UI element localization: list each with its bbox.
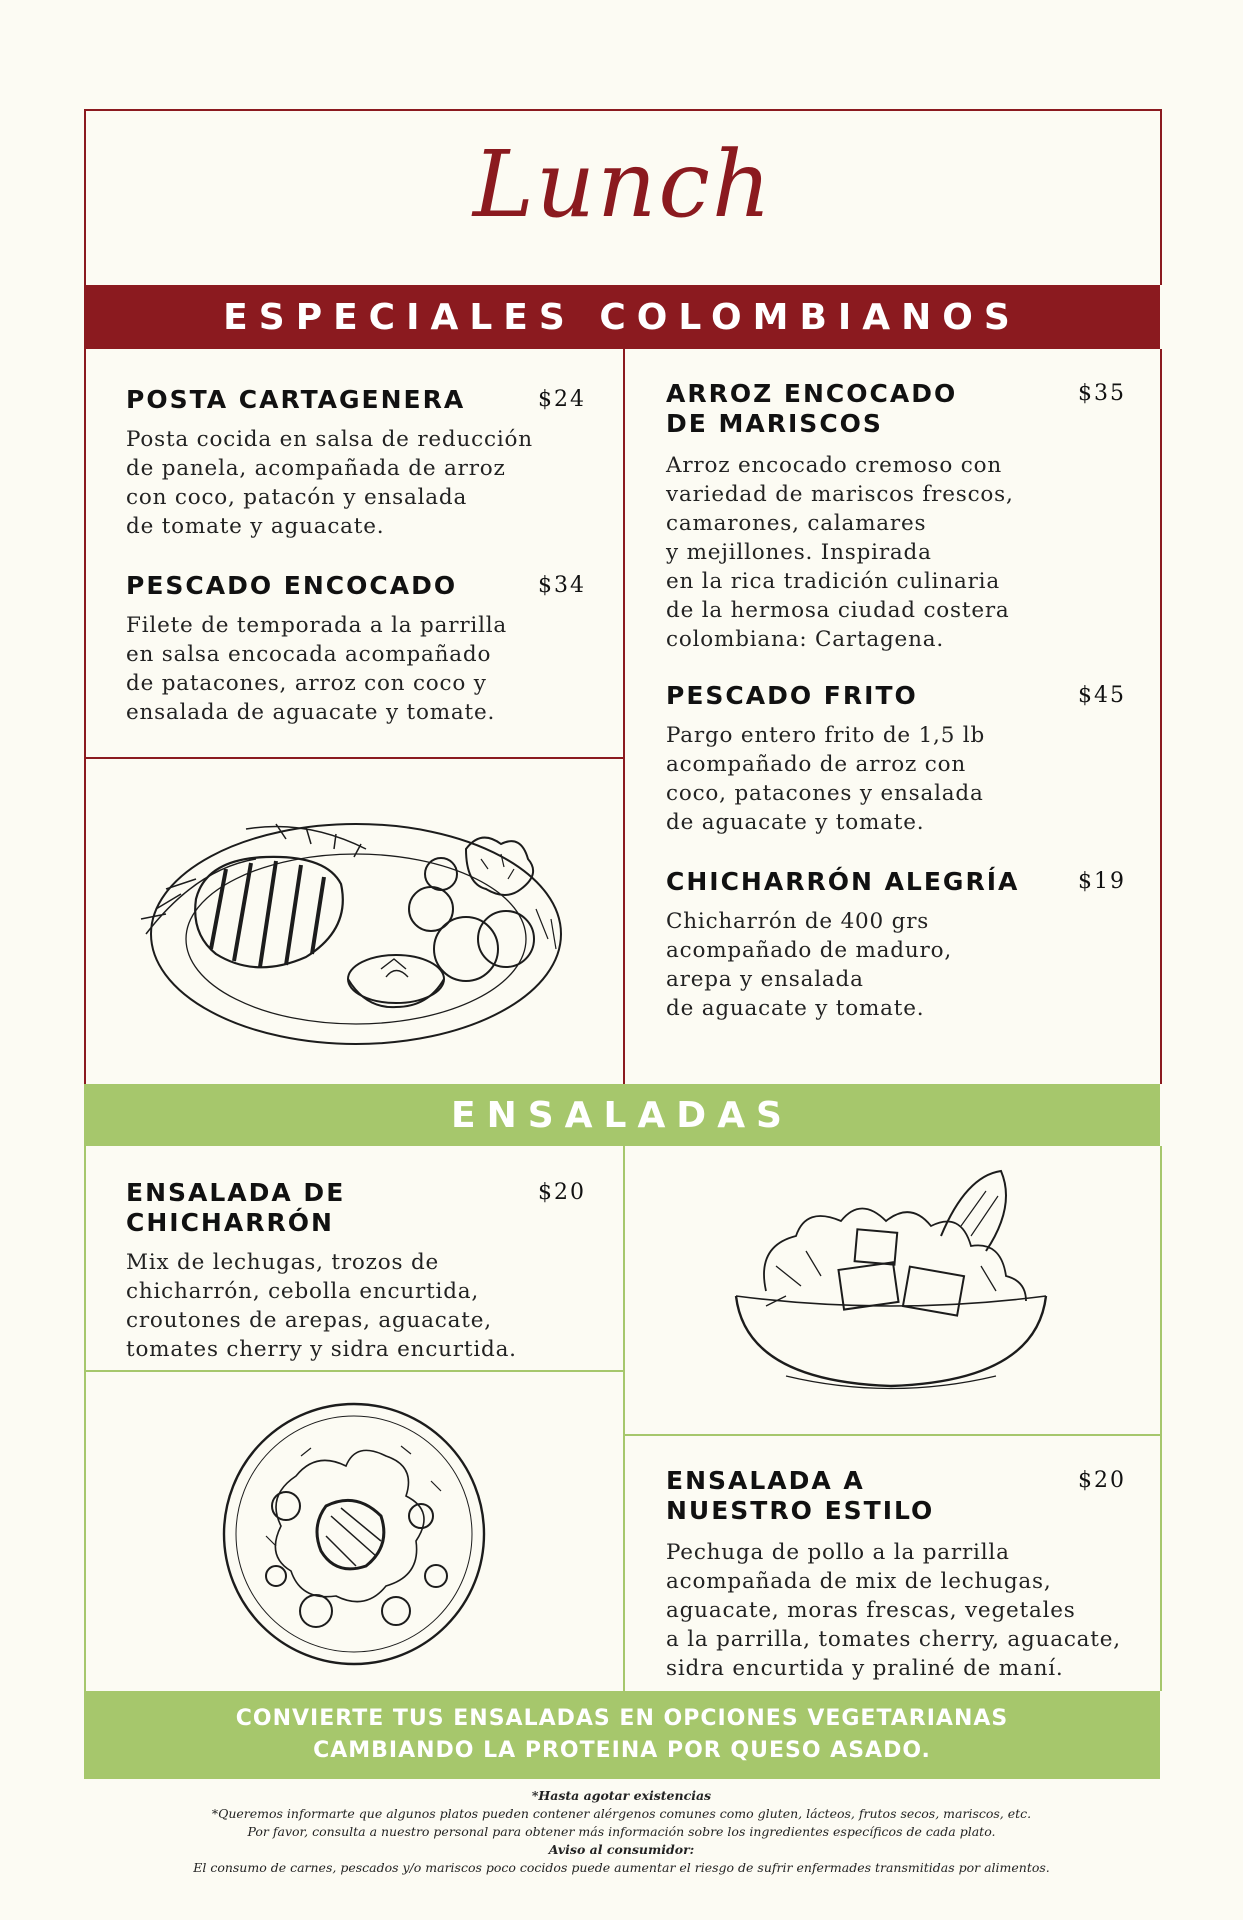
item-name: ARROZ ENCOCADO DE MARISCOS <box>666 379 958 438</box>
menu-item-ensalada-chicharron <box>126 1178 586 1364</box>
divider <box>623 1146 625 1691</box>
divider <box>625 1434 1162 1436</box>
menu-item-chicharron-alegria <box>666 867 1126 1023</box>
item-name: PESCADO FRITO <box>666 681 918 710</box>
item-description: Chicharrón de 400 grs acompañado de maduro, arepa y ensalada de aguacate y tomate. <box>666 909 952 1021</box>
consumer-notice-heading: Aviso al consumidor: <box>548 1842 695 1857</box>
salad-bowl-illustration <box>726 1166 1056 1416</box>
note-line: CONVIERTE TUS ENSALADAS EN OPCIONES VEGETARIANAS <box>235 1706 1009 1731</box>
menu-item-pescado-encocado <box>126 571 586 727</box>
item-description: Filete de temporada a la parrilla en salsa encocada acompañado de patacones, arroz con coco y ensalada de aguacate y tomate. <box>126 613 508 725</box>
allergen-note: Por favor, consulta a nuestro personal para obtener más información sobre los ingredientes específicos de cada plato. <box>247 1824 996 1839</box>
item-description: Posta cocida en salsa de reducción de panela, acompañada de arroz con coco, patacón y ensalada de tomate y aguacate. <box>126 427 533 539</box>
item-name: CHICHARRÓN ALEGRÍA <box>666 867 1020 896</box>
menu-item-posta <box>126 385 586 541</box>
salad-plate-illustration <box>206 1396 506 1671</box>
section-header-ensaladas: ENSALADAS <box>84 1084 1160 1146</box>
grilled-fish-plate-illustration <box>136 789 576 1059</box>
section-especiales <box>84 349 1162 1084</box>
item-price: $20 <box>1078 1468 1126 1493</box>
item-description: Pargo entero frito de 1,5 lb acompañado de arroz con coco, patacones y ensalada de aguacate y tomate. <box>666 723 986 835</box>
item-price: $35 <box>1078 381 1126 406</box>
section-ensaladas <box>84 1146 1162 1691</box>
note-line: CAMBIANDO LA PROTEINA POR QUESO ASADO. <box>313 1738 931 1763</box>
item-price: $45 <box>1078 683 1126 708</box>
header-box <box>84 109 1162 285</box>
menu-item-ensalada-estilo <box>666 1466 1126 1683</box>
menu-page <box>84 109 1160 1778</box>
divider <box>623 349 625 1084</box>
item-price: $24 <box>538 387 586 412</box>
menu-item-pescado-frito <box>666 681 1126 837</box>
item-price: $34 <box>538 573 586 598</box>
footer-disclaimer <box>0 1787 1243 1877</box>
menu-title: Lunch <box>472 131 774 238</box>
vegetarian-note-banner <box>84 1691 1160 1779</box>
item-name: ENSALADA A NUESTRO ESTILO <box>666 1466 935 1525</box>
divider <box>86 1370 623 1372</box>
stock-note: *Hasta agotar existencias <box>531 1788 712 1803</box>
item-description: Arroz encocado cremoso con variedad de mariscos frescos, camarones, calamares y mejillones. Inspirada en la rica tradición culinaria de la hermosa ciudad costera colombiana: Cartagena. <box>666 453 1014 652</box>
item-description: Pechuga de pollo a la parrilla acompañada de mix de lechugas, aguacate, moras frescas, vegetales a la parrilla, tomates cherry, aguacate, sidra encurtida y praliné de maní. <box>666 1540 1121 1681</box>
divider <box>86 757 623 759</box>
allergen-note: *Queremos informarte que algunos platos pueden contener alérgenos comunes como gluten, lácteos, frutos secos, mariscos, etc. <box>211 1806 1032 1821</box>
item-price: $20 <box>538 1180 586 1205</box>
menu-item-arroz-encocado <box>666 379 1126 654</box>
item-name: PESCADO ENCOCADO <box>126 571 458 600</box>
item-name: POSTA CARTAGENERA <box>126 385 466 414</box>
item-name: ENSALADA DE CHICHARRÓN <box>126 1178 346 1237</box>
item-price: $19 <box>1078 869 1126 894</box>
consumer-notice-text: El consumo de carnes, pescados y/o mariscos poco cocidos puede aumentar el riesgo de sufrir enfermades transmitidas por alimentos. <box>193 1860 1050 1875</box>
item-description: Mix de lechugas, trozos de chicharrón, cebolla encurtida, croutones de arepas, aguacate, tomates cherry y sidra encurtida. <box>126 1250 517 1362</box>
section-header-especiales: ESPECIALES COLOMBIANOS <box>84 285 1160 349</box>
